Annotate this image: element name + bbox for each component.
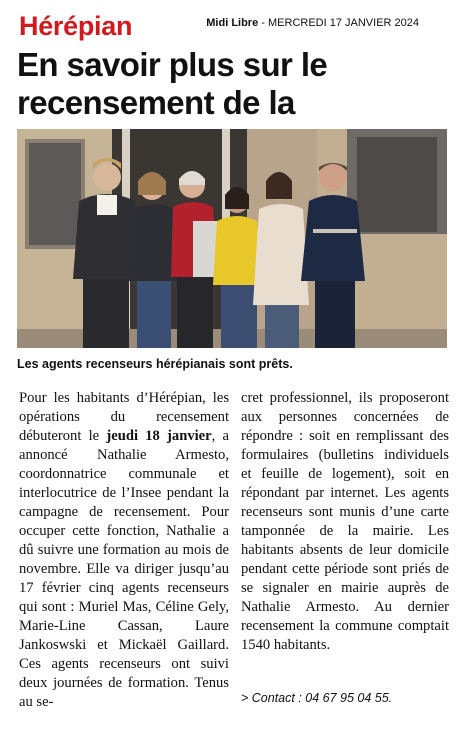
article-column-left xyxy=(19,389,229,712)
newspaper-name: Midi Libre xyxy=(206,17,259,29)
start-date: jeudi 18 janvier xyxy=(106,428,212,444)
article-intro: Pour les habitants d’Hérépian, les opérations du recensement débuteront le xyxy=(19,390,229,444)
article-left-body: , a annoncé Nathalie Armesto, coordonnatrice communale et interlocutrice de l’Insee pendant la campagne de recensement. Pour occuper cette fonction, Nathalie a dû suivre une formation au mois de novembre. Elle va diriger jusqu’au 17 février cinq agents recenseurs qui sont : Muriel Mas, Céline Gely, Marie-Line Cassan, Laure Jankoswski et Mickaël Gaillard. Ces agents recenseurs ont suivi deux journées de formation. Tenus au se- xyxy=(19,428,229,710)
article-right-body: cret professionnel, ils proposeront aux personnes concernées de répondre : soit en remplissant des formulaires (bulletins individuels et feuille de logement), soit en répondant par internet. Les agents recenseurs sont munis d’une carte tamponnée de la mairie. Les habitants absents de leur domicile pendant cette période sont priés de se signaler en mairie auprès de Nathalie Armesto. Au dernier recensement la commune comptait 1540 habitants. xyxy=(241,390,449,653)
town-name: Hérépian xyxy=(19,11,133,41)
group-photo xyxy=(17,129,447,348)
publication-date: MERCREDI 17 JANVIER 2024 xyxy=(268,17,419,29)
masthead-separator: - xyxy=(258,17,268,29)
masthead xyxy=(206,17,419,29)
headline-line-1: En savoir plus sur le xyxy=(17,46,328,83)
photo-caption: Les agents recenseurs hérépianais sont prêts. xyxy=(17,357,293,371)
article-column-right xyxy=(241,389,449,655)
contact-line: > Contact : 04 67 95 04 55. xyxy=(241,691,393,705)
headline-line-2: recensement de la xyxy=(17,84,295,121)
